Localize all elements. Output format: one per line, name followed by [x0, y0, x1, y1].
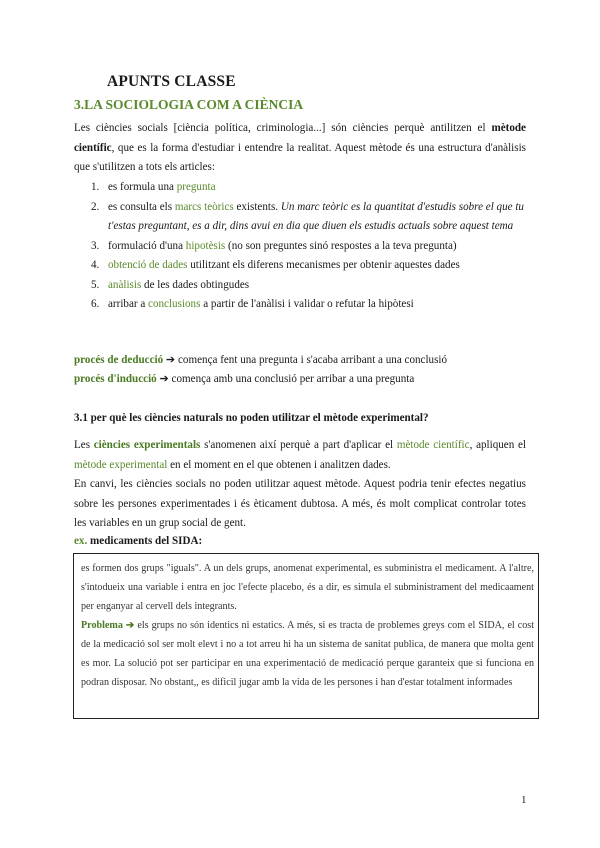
- intro-bold-term: mètode científic: [74, 122, 526, 154]
- list-number: 4.: [91, 259, 100, 271]
- example-title: medicaments del SIDA:: [87, 535, 203, 547]
- list-item: [74, 295, 526, 315]
- induction-definition: [74, 370, 526, 390]
- subsection-heading: 3.1 per què les ciències naturals no poden utilitzar el mètode experimental?: [74, 412, 429, 424]
- deduction-text: ➔ comença fent una pregunta i s'acaba arribant a una conclusió: [163, 354, 448, 366]
- key-term: ciències experimentals: [93, 439, 201, 451]
- step-text: es consulta els: [108, 200, 175, 213]
- para-text: Les: [74, 439, 94, 451]
- step-text: de les dades obtingudes: [141, 278, 250, 291]
- step-key-term: conclusions: [148, 298, 201, 310]
- step-key-term: pregunta: [176, 181, 216, 193]
- step-text: formulació d'una: [108, 239, 186, 252]
- step-text: utilitzant els diferens mecanismes per obtenir aquestes dades: [187, 259, 460, 271]
- example-heading: [74, 535, 202, 547]
- step-key-term: marcs teòrics: [174, 200, 234, 213]
- list-number: 2.: [91, 200, 100, 213]
- step-text: (no son preguntes sinó respostes a la teva pregunta): [225, 239, 457, 252]
- intro-text-2: , que es la forma d'estudiar i entendre la realitat. Aquest mètode és una estructura d'anàlisis que s'utilitzen a tots els articles:: [74, 141, 526, 173]
- deduction-definition: [74, 351, 526, 371]
- induction-term: procés d'inducció: [74, 373, 157, 385]
- step-text: es formula una: [108, 181, 177, 193]
- problem-label: Problema ➔: [81, 620, 135, 631]
- experimental-paragraph: [74, 436, 526, 475]
- induction-text: ➔ comença amb una conclusió per arribar a una pregunta: [156, 373, 415, 385]
- list-item: [74, 178, 526, 198]
- problem-text: els grups no són identics ni estatics. A més, si es tracta de problemes greys com el SIDA, el cost de la medicació sol ser molt elevt i no a tot arreu hi ha un sistema de sanitat publica, de manera que molta gent es mor. La solució pot ser participar en una experimentació de medicació perque garanteix que si funciona en podran disposar. No obstant,, es dificil jugar amb la vida de les persones i han d'estar totalment informades: [81, 620, 534, 688]
- step-key-term: obtenció de dades: [108, 259, 188, 271]
- key-term: mètode experimental: [74, 458, 168, 471]
- list-number: 3.: [91, 239, 100, 252]
- list-item: [74, 276, 526, 296]
- step-key-term: hipotèsis: [185, 239, 226, 252]
- example-label: ex.: [74, 535, 88, 547]
- para-text: en el moment en el que obtenen i analitzen dades.: [167, 458, 391, 471]
- step-text: arribar a: [108, 298, 149, 310]
- box-paragraph-1: es formen dos grups "iguals". A un dels grups, anomenat experimental, es subministra el medicament. A l'altre, s'intodueix una variable i entra en joc l'efecte placebo, és a dir, es simula el subministrament del medicaament per enganyar al cervell dels integrants.: [81, 563, 534, 612]
- step-note: Un marc teòric es la quantitat d'estudis sobre el que tu t'estas preguntant, es a dir, dins avui en dia que diuen els estudis actuals sobre aquest tema: [108, 200, 524, 232]
- section-heading: 3.LA SOCIOLOGIA COM A CIÈNCIA: [74, 97, 304, 112]
- step-key-term: anàlisis: [108, 278, 142, 291]
- intro-paragraph: [74, 119, 526, 178]
- page-title: APUNTS CLASSE: [107, 73, 236, 90]
- para-text: s'anomenen així perquè a part d'aplicar el: [200, 439, 397, 451]
- deduction-term: procés de deducció: [74, 354, 164, 366]
- list-number: 1.: [91, 181, 100, 193]
- step-text: existents.: [233, 200, 281, 213]
- page-number: 1: [521, 794, 527, 806]
- list-item: [74, 198, 526, 237]
- list-number: 6.: [91, 298, 100, 310]
- list-number: 5.: [91, 278, 100, 291]
- social-sciences-paragraph: En canvi, les ciències socials no poden utilitzar aquest mètode. Aquest podria tenir efectes negatius sobre les persones experimentades i és èticament dubtosa. A més, és molt complicat controlar totes les variables en un grup social de gent.: [74, 478, 526, 529]
- example-box: [73, 553, 539, 719]
- method-steps-list: [74, 178, 526, 315]
- key-term: mètode científic: [396, 439, 470, 451]
- step-text: a partir de l'anàlisi i validar o refutar la hipòtesi: [200, 298, 414, 310]
- list-item: [74, 256, 526, 276]
- list-item: [74, 237, 526, 257]
- para-text: , apliquen el: [469, 439, 526, 451]
- box-paragraph-2: [81, 616, 534, 692]
- intro-text-1: Les ciències socials [ciència política, criminologia...] són ciències perquè antilitzen el: [74, 122, 492, 134]
